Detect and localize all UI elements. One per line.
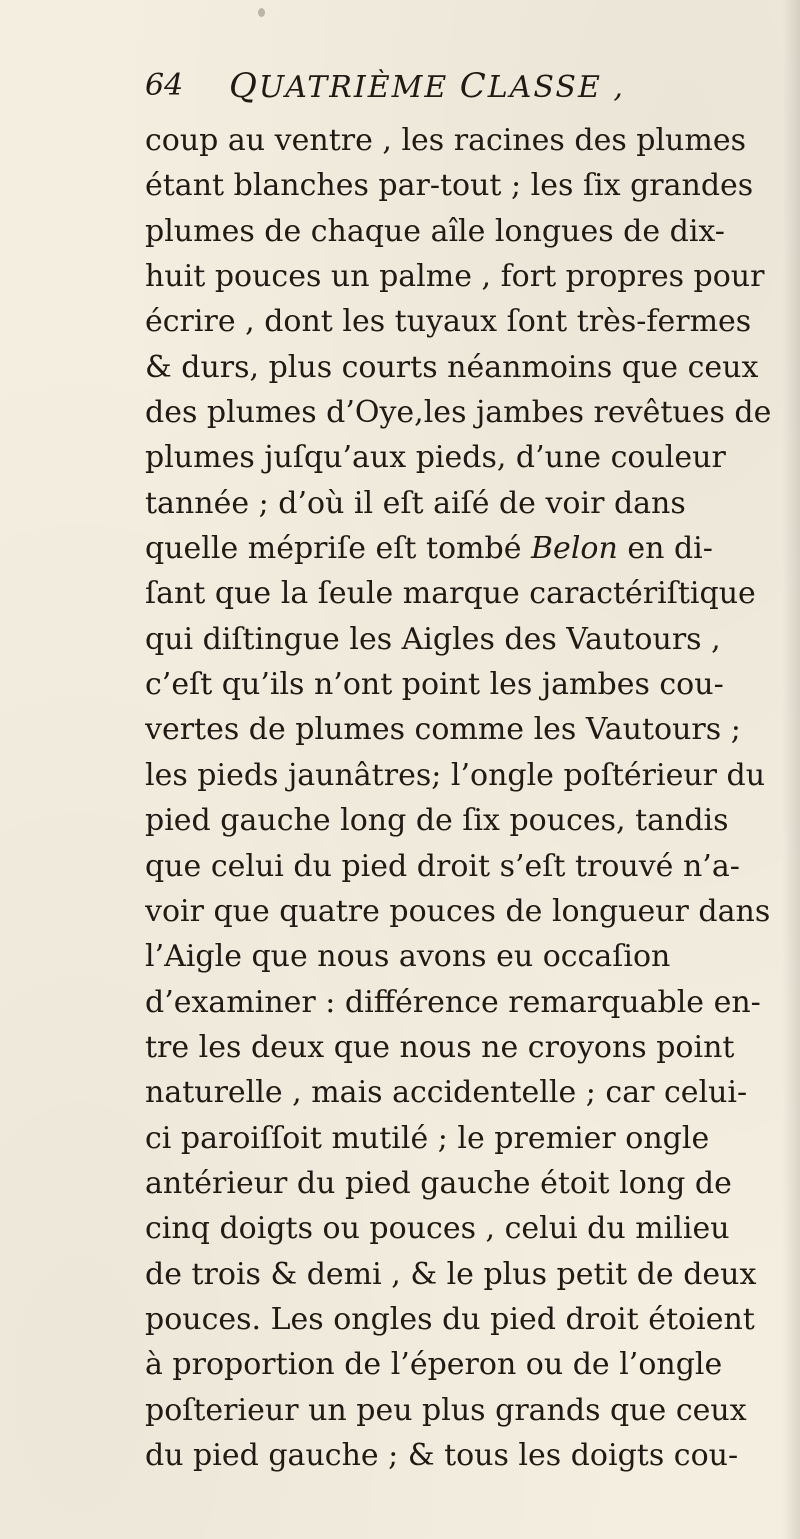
text-line-14: vertes de plumes comme les Vautours ; — [145, 712, 741, 748]
running-head-word-1: UATRIÈME — [258, 70, 449, 105]
text-line-19: l’Aigle que nous avons eu occaſion — [145, 939, 671, 975]
text-line-10 — [145, 526, 795, 571]
text-line-23: ci paroiſſoit mutilé ; le premier ongle — [145, 1120, 710, 1156]
text-line-27: pouces. Les ongles du pied droit étoient — [145, 1301, 755, 1337]
text-line-17: que celui du pied droit s’eſt trouvé n’a- — [145, 848, 740, 884]
ink-speck — [258, 8, 265, 17]
text-line-29: poſterieur un peu plus grands que ceux — [145, 1392, 747, 1428]
text-line-8: plumes juſqu’aux pieds, d’une couleur — [145, 440, 726, 476]
text-line-1: coup au ventre , les racines des plumes — [145, 123, 746, 158]
author-name-belon: Belon — [531, 531, 618, 567]
text-line-7: des plumes d’Oye,les jambes revêtues de — [145, 395, 772, 431]
text-line-6: & durs, plus courts néanmoins que ceux — [145, 349, 759, 385]
running-head-word-2: LASSE , — [487, 70, 625, 105]
text-line-15: les pieds jaunâtres; l’ongle poſtérieur du — [145, 757, 766, 793]
text-line-26: de trois & demi , & le plus petit de deux — [145, 1256, 757, 1292]
text-line-2: étant blanches par-tout ; les ſix grandes — [145, 168, 754, 204]
text-line-25: cinq doigts ou pouces , celui du milieu — [145, 1211, 730, 1247]
running-head-initial-q: Q — [229, 66, 259, 106]
text-line-20: d’examiner : différence remarquable en- — [145, 984, 761, 1020]
text-line-12: qui diſtingue les Aigles des Vautours , — [145, 621, 721, 657]
text-line-16: pied gauche long de ſix pouces, tandis — [145, 803, 729, 839]
text-line-4: huit pouces un palme , fort propres pour — [145, 259, 765, 295]
text-line-3: plumes de chaque aîle longues de dix- — [145, 213, 725, 249]
text-line-28: à proportion de l’éperon ou de l’ongle — [145, 1347, 723, 1383]
text-line-22: naturelle , mais accidentelle ; car celui- — [145, 1075, 748, 1111]
page-header — [145, 66, 665, 114]
page-number: 64 — [145, 68, 184, 103]
body-text — [145, 118, 795, 1478]
text-line-10-end: en di- — [617, 531, 713, 567]
text-line-5: écrire , dont les tuyaux ſont très-fermes — [145, 304, 752, 340]
text-line-18: voir que quatre pouces de longueur dans — [145, 893, 771, 929]
running-head-initial-c: C — [459, 66, 488, 106]
running-head — [229, 66, 625, 106]
text-line-21: tre les deux que nous ne croyons point — [145, 1029, 735, 1065]
text-line-13: c’eſt qu’ils n’ont point les jambes cou- — [145, 667, 724, 703]
text-line-10-start: quelle mépriſe eſt tombé — [145, 531, 532, 567]
text-line-24: antérieur du pied gauche étoit long de — [145, 1165, 732, 1201]
text-line-11: ſant que la ſeule marque caractériſtique — [145, 576, 756, 612]
text-line-9: tannée ; d’où il eſt aiſé de voir dans — [145, 485, 686, 521]
text-line-30: du pied gauche ; & tous les doigts cou- — [145, 1437, 739, 1473]
